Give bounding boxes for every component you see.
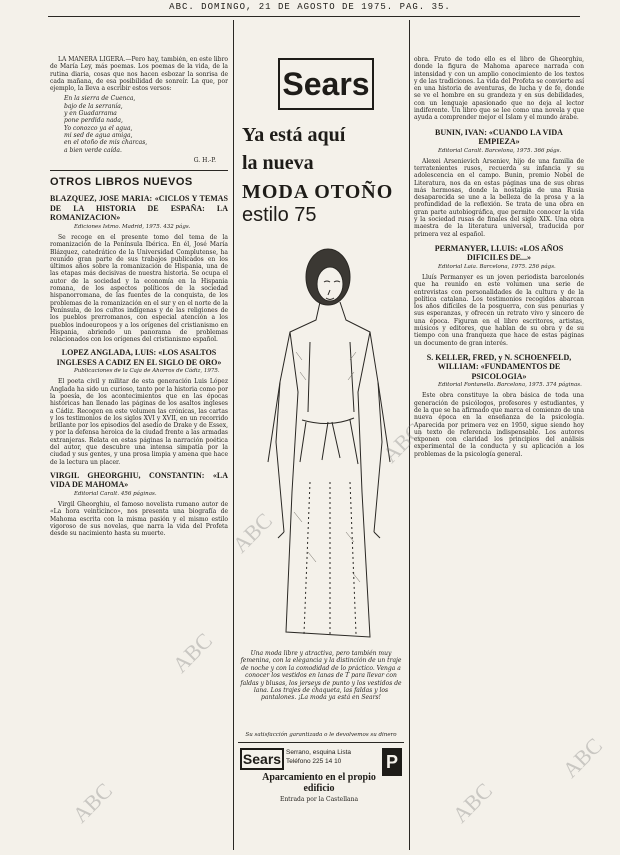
intro-paragraph: LA MANERA LIGERA.—Pero hay, también, en este libro de María Ley, más poemas. Los poemas de la vida, de la rutina diaria, cosas que nos hacen esbozar la sonrisa de cada mañana, de esa posibilidad de sonreír. La que, por ejemplo, la lleva a escribir estos versos: xyxy=(50,56,228,93)
right-column xyxy=(414,56,584,851)
ad-headline-3: MODA OTOÑO xyxy=(242,181,394,203)
abc-watermark: ABC xyxy=(377,417,428,468)
book-heading: BUNIN, IVAN: «CUANDO LA VIDA EMPIEZA» xyxy=(435,127,563,147)
book-publisher: Ediciones Istmo. Madrid, 1975. 432 págs. xyxy=(74,223,191,230)
header-rule xyxy=(48,16,580,17)
ad-guarantee: Su satisfacción garantizada o le devolvemos su dinero xyxy=(245,732,397,738)
parking-text: Aparcamiento en el propio edificio xyxy=(262,772,376,794)
abc-watermark: ABC xyxy=(447,777,498,828)
book-heading: LOPEZ ANGLADA, LUIS: «LOS ASALTOS INGLESES A CADIZ EN EL SIGLO DE ORO» xyxy=(56,348,222,367)
book-review: El poeta civil y militar de esta generación Luis López Anglada ha sido un curioso, tanto por la historia como por la poesía, de los acontecimientos que en las épocas históricas han llenado las páginas de los asaltos ingleses a Cádiz. Recogen en este volumen las crónicas, las cartas y los testimonios de los siglos XVI y XVII, en un recorrido brillante por los episodios del asedio de Drake y de Essex, y por la defensa heroica de la ciudad frente a las armadas extranjeras. Relata en estas páginas la narración poética del autor, que descubre una intensa simpatía por la ciudad y sus gentes, y una prosa limpia y amena que hace de la lectura un placer. xyxy=(50,378,228,466)
ad-headline-4: estilo 75 xyxy=(242,204,317,226)
poem: En la sierra de Cuenca, bajo de la serranía, y en Guadarrama pone perdida nada, Yo conozco ya el agua, mi sed de agua amiga, en el otoño de mis charcas, a bien verde caída. xyxy=(64,95,148,154)
book-publisher: Editorial Caralt. Barcelona, 1975. 366 págs. xyxy=(438,147,562,154)
book-heading: VIRGIL GHEORGHIU, CONSTANTIN: «LA VIDA DE MAHOMA» xyxy=(50,470,228,490)
store-address: Serrano, esquina Lista Teléfono 225 14 10 xyxy=(286,749,352,765)
sears-logo-small: Sears xyxy=(240,748,284,770)
abc-watermark: ABC xyxy=(167,627,218,678)
abc-watermark: ABC xyxy=(67,777,118,828)
column-divider xyxy=(409,20,410,850)
fashion-illustration xyxy=(250,232,400,644)
section-rule xyxy=(50,170,228,171)
book-review: Virgil Gheorghiu, el famoso novelista rumano autor de «La hora veinticinco», nos presenta una biografía de Mahoma escrita con la misma pasión y el mismo estilo vigoroso de sus novelas, que narra la vida del Profeta desde su nacimiento hasta su muerte. xyxy=(50,500,228,538)
book-heading: PERMANYER, LLUIS: «LOS AÑOS DIFICILES DE...» xyxy=(434,243,564,263)
ad-caption: Una moda libre y atractiva, pero también muy femenina, con la elegancia y la distinción de un traje de noche y con la comodidad de lo práctico. Venga a conocer los vestidos en lanas de T para llevar con faldas y blusas, los jerseys de punto y los vestidos de lana. Los trajes de chaqueta, las faldas y los pantalones. ¡La moda ya está en Sears! xyxy=(240,650,402,702)
book-publisher: Editorial Fontanella. Barcelona, 1975. 374 páginas. xyxy=(438,382,582,389)
book-heading: S. KELLER, FRED, y N. SCHOENFELD, WILLIAM: «FUNDAMENTOS DE PSICOLOGIA» xyxy=(426,352,572,381)
abc-watermark: ABC xyxy=(227,507,278,558)
book-review: Lluís Permanyer es un joven periodista barcelonés que ha reunido en este volumen una serie de entrevistas con personalidades de la cultura y de la política catalana. Los testimonios recogidos abarcan los años difíciles de la posguerra, con sus penurias y sus esperanzas, y ofrecen un retrato vivo y sincero de una época. Figuran en el libro escritores, artistas, músicos y editores, que hablan de su obra y de su tiempo con una franqueza que hace de estas páginas un documento de gran interés. xyxy=(414,273,584,347)
book-publisher: Publicaciones de la Caja de Ahorros de Cádiz, 1975. xyxy=(74,368,220,375)
parking-icon: P xyxy=(382,748,402,776)
left-column xyxy=(50,56,228,851)
review-signature: G. H.-P. xyxy=(193,156,216,164)
abc-watermark: ABC xyxy=(557,732,608,783)
section-title: OTROS LIBROS NUEVOS xyxy=(50,176,193,189)
ad-headline-2: la nueva xyxy=(242,152,314,174)
ad-rule xyxy=(238,742,404,743)
continued-review: obra. Fruto de todo ello es el libro de Gheorghiu, donde la figura de Mahoma aparece narrada con intensidad y con un amplio conocimiento de los textos y de las tradiciones. La vida del Profeta se convierte así en una historia de aventuras, de lucha y de fe, donde se ve el hombre en su grandeza y en sus debilidades, con un lenguaje apasionado que no deja al lector indiferente. Un libro que se lee como una novela y que ayuda a comprender mejor el Islam y el mundo árabe. xyxy=(414,56,584,122)
ad-headline-1: Ya está aquí xyxy=(242,124,346,146)
book-review: Se recoge en el presente tomo del tema de la romanización de la Península Ibérica. En él, José María Blázquez, catedrático de la Universidad Complutense, ha reunido gran parte de sus trabajos publicados en los últimos años sobre la romanización de Hispania, una de las etapas más decisivas de nuestra historia. Se ocupa el autor de la sociedad y la economía en la Hispania romana, de los aspectos políticos de la sociedad hispanorromana, de las fuentes de la conquista, de los problemas de la romanización en el sur y en el norte de la Península, de los cultos indígenas y de las religiones de los pueblos prerromanos, con especial atención a los pueblos indoeuropeos y a los orígenes del cristianismo en Hispania, abriendo un panorama de problemas relacionados con los orígenes del cristianismo español. xyxy=(50,233,228,344)
sears-advertisement xyxy=(236,20,406,850)
book-review: Este obra constituye la obra básica de toda una generación de psicólogos, profesores y estudiantes, y de la que se ha afirmado que marca el comienzo de una nueva época en la enseñanza de la psicología. Aparecida por primera vez en 1950, sigue siendo hoy un texto de referencia indispensable. Los autores exponen con claridad los principios del análisis experimental de la conducta y su aplicación a los problemas de la psicología general. xyxy=(414,392,584,458)
book-review: Alexei Arsenievich Arseniev, hijo de una familia de terratenientes rusos, recuerda su infancia y su adolescencia en el campo. Bunin, premio Nobel de Literatura, nos da en estas páginas una de sus obras más hermosas, donde la nostalgia de una Rusia desaparecida se une a la belleza de la prosa y a la profundidad de la reflexión. Se trata de una obra en gran parte autobiográfica, que permite conocer la vida y la sociedad rusas de finales del siglo XIX. Una obra maestra de la literatura universal, traducida por primera vez al español. xyxy=(414,157,584,238)
column-divider xyxy=(233,20,234,850)
book-publisher: Editorial Laia. Barcelona, 1975. 256 págs. xyxy=(438,263,556,270)
parking-subtext: Entrada por la Castellana xyxy=(279,796,359,803)
page-header: ABC. DOMINGO, 21 DE AGOSTO DE 1975. PAG. 35. xyxy=(169,2,451,12)
sears-logo: Sears xyxy=(278,58,374,110)
book-heading: BLAZQUEZ, JOSE MARIA: «CICLOS Y TEMAS DE LA HISTORIA DE ESPAÑA: LA ROMANIZACION» xyxy=(50,194,228,223)
book-publisher: Editorial Caralt. 456 páginas. xyxy=(74,490,157,497)
